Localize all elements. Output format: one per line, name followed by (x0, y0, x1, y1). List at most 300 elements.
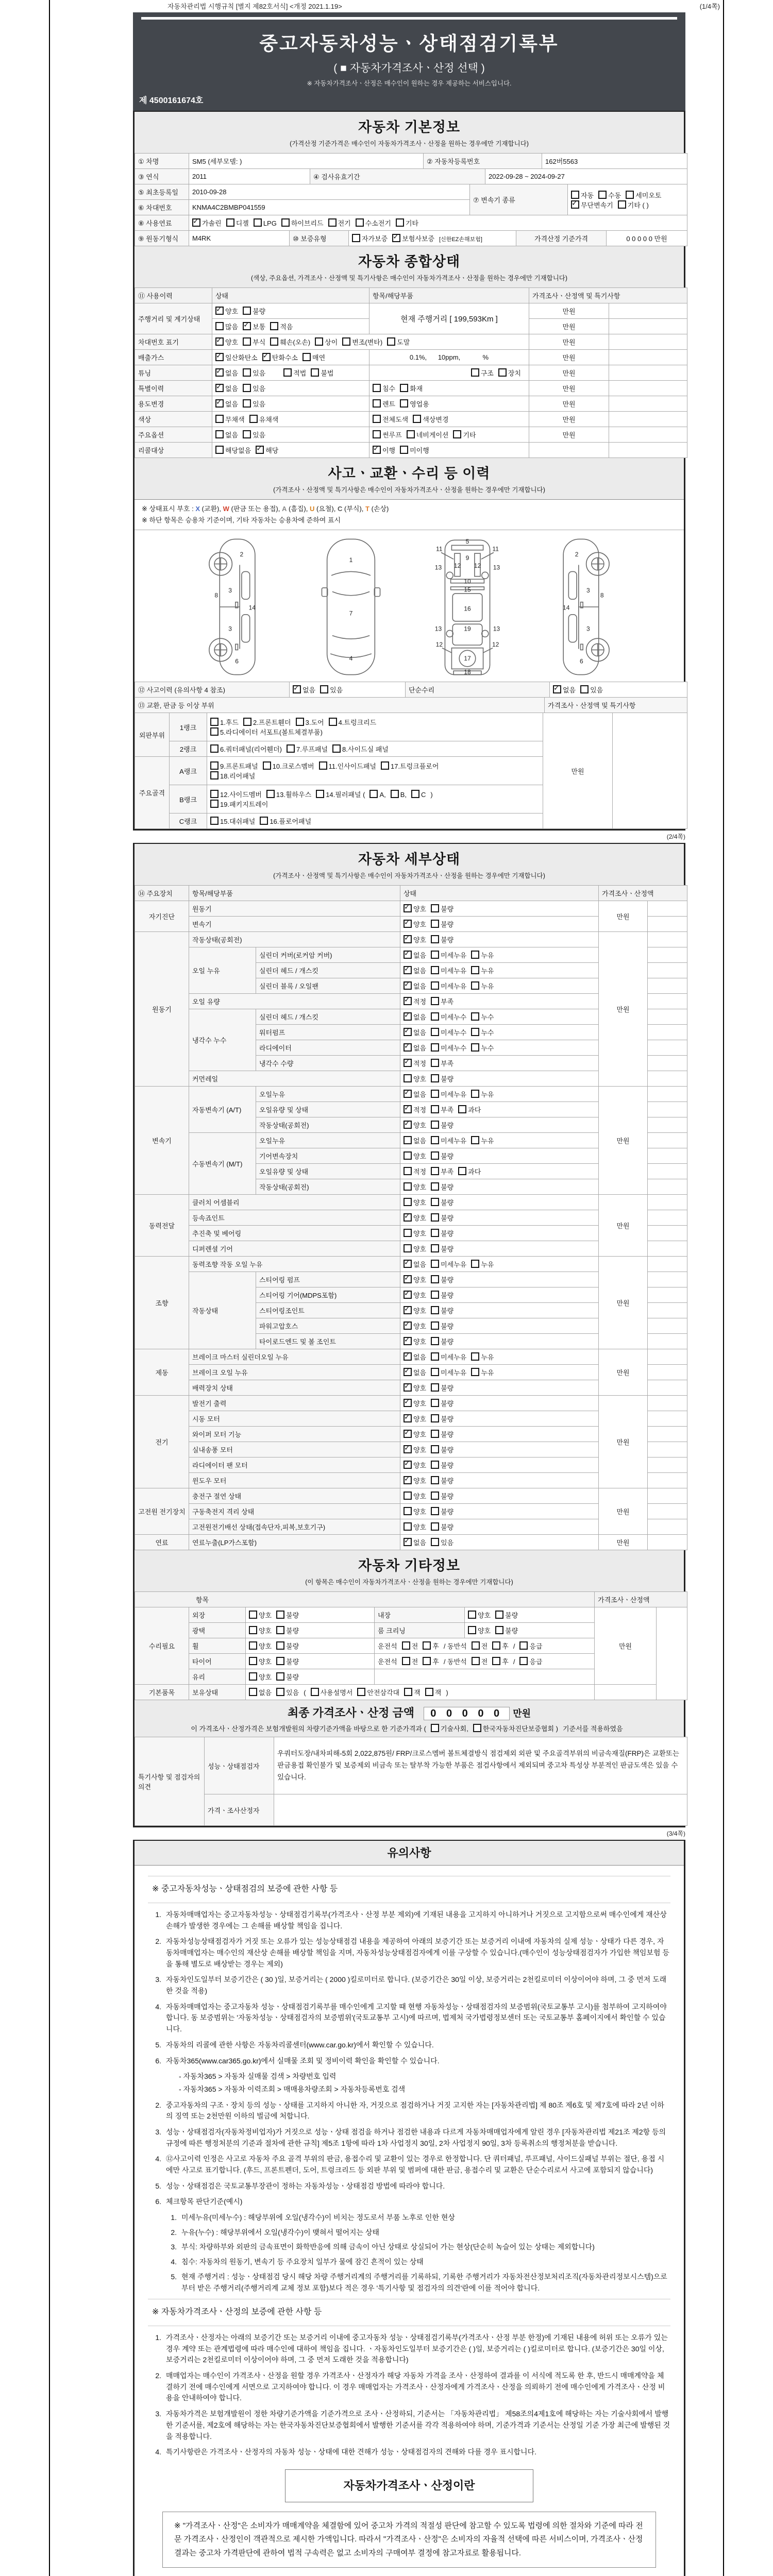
checkbox-icon[interactable] (458, 1105, 466, 1113)
checkbox-checked-icon[interactable] (404, 1538, 412, 1546)
checkbox-icon[interactable] (423, 1641, 431, 1650)
checkbox-icon[interactable] (431, 1059, 439, 1067)
checkbox-icon[interactable] (431, 1492, 439, 1500)
checkbox-option[interactable] (249, 1641, 272, 1651)
checkbox-option[interactable] (471, 1089, 494, 1099)
checkbox-option[interactable] (263, 761, 314, 771)
checkbox-option[interactable] (431, 1012, 466, 1022)
checkbox-icon[interactable] (471, 1028, 479, 1036)
checkbox-option[interactable] (215, 337, 238, 347)
checkbox-checked-icon[interactable] (404, 981, 412, 990)
checkbox-option[interactable] (249, 1625, 272, 1635)
checkbox-option[interactable] (316, 789, 365, 799)
checkbox-option[interactable] (276, 1687, 299, 1697)
checkbox-option[interactable] (431, 950, 466, 960)
checkbox-option[interactable] (598, 190, 621, 200)
checkbox-option[interactable] (404, 1089, 426, 1099)
checkbox-option[interactable] (431, 1460, 453, 1470)
checkbox-icon[interactable] (495, 1626, 503, 1634)
checkbox-checked-icon[interactable] (404, 1105, 412, 1113)
checkbox-option[interactable] (431, 904, 453, 913)
checkbox-icon[interactable] (316, 790, 324, 798)
checkbox-icon[interactable] (407, 430, 415, 438)
checkbox-icon[interactable] (471, 1352, 479, 1361)
checkbox-option[interactable] (249, 1656, 272, 1666)
checkbox-icon[interactable] (431, 1724, 439, 1732)
checkbox-option[interactable] (431, 935, 453, 944)
checkbox-checked-icon[interactable] (404, 1352, 412, 1361)
checkbox-icon[interactable] (210, 718, 219, 726)
checkbox-option[interactable] (404, 1306, 426, 1315)
checkbox-icon[interactable] (431, 1028, 439, 1036)
checkbox-icon[interactable] (471, 1012, 479, 1021)
checkbox-icon[interactable] (276, 1641, 284, 1650)
checkbox-icon[interactable] (215, 446, 224, 454)
checkbox-option[interactable] (243, 321, 265, 331)
checkbox-icon[interactable] (249, 1672, 257, 1681)
checkbox-option[interactable] (431, 1105, 453, 1114)
checkbox-checked-icon[interactable] (404, 1012, 412, 1021)
checkbox-icon[interactable] (373, 430, 381, 438)
checkbox-icon[interactable] (210, 790, 219, 798)
checkbox-option[interactable] (492, 1641, 509, 1651)
checkbox-checked-icon[interactable] (404, 1461, 412, 1469)
checkbox-icon[interactable] (471, 368, 479, 377)
checkbox-checked-icon[interactable] (215, 384, 224, 392)
checkbox-option[interactable] (210, 744, 282, 754)
checkbox-icon[interactable] (249, 1626, 257, 1634)
checkbox-icon[interactable] (431, 1306, 439, 1314)
checkbox-icon[interactable] (431, 1522, 439, 1531)
checkbox-icon[interactable] (400, 384, 408, 392)
checkbox-option[interactable] (373, 445, 395, 455)
checkbox-option[interactable] (381, 761, 439, 771)
checkbox-option[interactable] (404, 1074, 426, 1083)
checkbox-option[interactable] (373, 399, 395, 409)
checkbox-option[interactable] (431, 1506, 453, 1516)
checkbox-option[interactable] (296, 717, 324, 727)
checkbox-icon[interactable] (431, 1414, 439, 1422)
checkbox-option[interactable] (453, 430, 476, 439)
checkbox-icon[interactable] (492, 1657, 500, 1665)
checkbox-icon[interactable] (431, 1074, 439, 1082)
checkbox-option[interactable] (492, 1656, 509, 1666)
checkbox-option[interactable] (404, 1367, 426, 1377)
checkbox-checked-icon[interactable] (404, 1414, 412, 1422)
checkbox-option[interactable] (618, 200, 649, 210)
checkbox-icon[interactable] (404, 1167, 412, 1175)
checkbox-icon[interactable] (396, 218, 404, 227)
checkbox-option[interactable] (404, 1259, 426, 1269)
checkbox-option[interactable] (243, 306, 265, 316)
checkbox-icon[interactable] (404, 1136, 412, 1144)
checkbox-option[interactable] (402, 1656, 418, 1666)
checkbox-icon[interactable] (431, 1229, 439, 1237)
checkbox-checked-icon[interactable] (293, 685, 301, 693)
checkbox-icon[interactable] (431, 1090, 439, 1098)
checkbox-option[interactable] (404, 1321, 426, 1331)
checkbox-option[interactable] (243, 717, 291, 727)
checkbox-icon[interactable] (471, 1090, 479, 1098)
checkbox-icon[interactable] (283, 368, 292, 377)
checkbox-option[interactable] (404, 1290, 426, 1300)
checkbox-icon[interactable] (328, 218, 337, 227)
checkbox-option[interactable] (270, 337, 310, 347)
checkbox-option[interactable] (472, 1656, 488, 1666)
checkbox-option[interactable] (404, 1213, 426, 1223)
checkbox-option[interactable] (276, 1656, 299, 1666)
checkbox-option[interactable] (404, 1136, 426, 1145)
checkbox-option[interactable] (471, 1043, 494, 1053)
checkbox-icon[interactable] (276, 1657, 284, 1665)
checkbox-option[interactable] (404, 1058, 426, 1068)
checkbox-icon[interactable] (266, 790, 275, 798)
checkbox-icon[interactable] (431, 1105, 439, 1113)
checkbox-icon[interactable] (249, 1641, 257, 1650)
checkbox-option[interactable] (431, 965, 466, 975)
checkbox-icon[interactable] (243, 399, 251, 408)
checkbox-checked-icon[interactable] (392, 234, 400, 242)
checkbox-icon[interactable] (276, 1672, 284, 1681)
checkbox-icon[interactable] (404, 1492, 412, 1500)
checkbox-icon[interactable] (580, 685, 589, 693)
checkbox-option[interactable] (404, 1105, 426, 1114)
checkbox-option[interactable] (498, 368, 521, 378)
checkbox-icon[interactable] (332, 744, 341, 753)
checkbox-option[interactable] (243, 399, 265, 409)
checkbox-icon[interactable] (431, 1476, 439, 1484)
checkbox-option[interactable] (332, 744, 389, 754)
checkbox-option[interactable] (626, 190, 661, 200)
checkbox-option[interactable] (404, 1352, 426, 1362)
checkbox-icon[interactable] (431, 1337, 439, 1345)
checkbox-icon[interactable] (249, 1688, 257, 1696)
checkbox-option[interactable] (319, 761, 376, 771)
checkbox-checked-icon[interactable] (404, 1059, 412, 1067)
checkbox-option[interactable] (404, 1012, 426, 1022)
checkbox-option[interactable] (471, 1027, 494, 1037)
checkbox-option[interactable] (373, 414, 408, 424)
checkbox-icon[interactable] (431, 1430, 439, 1438)
checkbox-option[interactable] (396, 218, 418, 228)
checkbox-icon[interactable] (281, 218, 290, 227)
checkbox-option[interactable] (320, 685, 343, 694)
checkbox-option[interactable] (254, 218, 277, 227)
checkbox-icon[interactable] (356, 218, 364, 227)
checkbox-option[interactable] (431, 1352, 466, 1362)
checkbox-icon[interactable] (215, 322, 224, 330)
checkbox-icon[interactable] (431, 997, 439, 1005)
checkbox-icon[interactable] (413, 415, 421, 423)
checkbox-icon[interactable] (431, 951, 439, 959)
checkbox-option[interactable] (404, 1336, 426, 1346)
checkbox-icon[interactable] (373, 384, 381, 392)
checkbox-icon[interactable] (373, 415, 381, 423)
checkbox-icon[interactable] (458, 1167, 466, 1175)
checkbox-icon[interactable] (404, 1182, 412, 1191)
checkbox-checked-icon[interactable] (404, 1337, 412, 1345)
checkbox-icon[interactable] (404, 1074, 412, 1082)
checkbox-icon[interactable] (243, 307, 251, 315)
checkbox-icon[interactable] (471, 966, 479, 974)
checkbox-icon[interactable] (431, 904, 439, 912)
checkbox-icon[interactable] (425, 1688, 433, 1696)
checkbox-icon[interactable] (473, 1724, 481, 1732)
checkbox-option[interactable] (404, 1398, 426, 1408)
checkbox-option[interactable] (276, 1625, 299, 1635)
checkbox-icon[interactable] (387, 337, 395, 346)
checkbox-option[interactable] (210, 799, 268, 809)
checkbox-option[interactable] (215, 383, 238, 393)
checkbox-icon[interactable] (468, 1626, 476, 1634)
checkbox-checked-icon[interactable] (404, 997, 412, 1005)
checkbox-icon[interactable] (431, 1167, 439, 1175)
checkbox-option[interactable] (431, 1445, 453, 1454)
checkbox-checked-icon[interactable] (373, 446, 381, 454)
checkbox-icon[interactable] (243, 430, 251, 438)
checkbox-option[interactable] (404, 1244, 426, 1253)
checkbox-option[interactable] (404, 981, 426, 991)
checkbox-icon[interactable] (404, 1229, 412, 1237)
checkbox-option[interactable] (352, 233, 388, 243)
checkbox-option[interactable] (249, 1672, 272, 1682)
checkbox-option[interactable] (431, 1197, 453, 1207)
checkbox-icon[interactable] (319, 761, 327, 770)
checkbox-option[interactable] (215, 414, 245, 424)
checkbox-option[interactable] (215, 306, 238, 316)
checkbox-icon[interactable] (431, 1321, 439, 1330)
checkbox-option[interactable] (249, 1687, 272, 1697)
checkbox-icon[interactable] (598, 191, 607, 199)
checkbox-option[interactable] (431, 1182, 453, 1192)
checkbox-icon[interactable] (352, 234, 360, 242)
checkbox-icon[interactable] (468, 1611, 476, 1619)
checkbox-option[interactable] (423, 1656, 439, 1666)
checkbox-icon[interactable] (210, 761, 219, 770)
checkbox-option[interactable] (495, 1625, 518, 1635)
checkbox-option[interactable] (431, 1306, 453, 1315)
checkbox-option[interactable] (468, 1610, 491, 1620)
checkbox-icon[interactable] (431, 1121, 439, 1129)
checkbox-icon[interactable] (276, 1626, 284, 1634)
checkbox-icon[interactable] (287, 744, 295, 753)
checkbox-icon[interactable] (423, 1657, 431, 1665)
checkbox-icon[interactable] (210, 744, 219, 753)
checkbox-icon[interactable] (431, 935, 439, 943)
checkbox-icon[interactable] (254, 218, 262, 227)
checkbox-option[interactable] (215, 368, 238, 378)
checkbox-option[interactable] (431, 996, 453, 1006)
checkbox-option[interactable] (431, 1228, 453, 1238)
checkbox-icon[interactable] (492, 1641, 500, 1650)
checkbox-option[interactable] (404, 1027, 426, 1037)
checkbox-icon[interactable] (431, 1136, 439, 1144)
checkbox-checked-icon[interactable] (404, 1043, 412, 1052)
checkbox-icon[interactable] (402, 1641, 410, 1650)
checkbox-option[interactable] (471, 1136, 494, 1145)
checkbox-icon[interactable] (471, 1136, 479, 1144)
checkbox-option[interactable] (243, 430, 265, 439)
checkbox-option[interactable] (404, 1043, 426, 1053)
checkbox-option[interactable] (431, 1166, 453, 1176)
checkbox-icon[interactable] (431, 966, 439, 974)
checkbox-option[interactable] (431, 1120, 453, 1130)
checkbox-option[interactable] (311, 1687, 353, 1697)
checkbox-icon[interactable] (369, 790, 378, 798)
checkbox-option[interactable] (369, 790, 385, 799)
checkbox-icon[interactable] (471, 1368, 479, 1376)
checkbox-option[interactable] (287, 744, 328, 754)
checkbox-icon[interactable] (431, 1352, 439, 1361)
checkbox-option[interactable] (431, 1089, 466, 1099)
checkbox-checked-icon[interactable] (404, 1476, 412, 1484)
checkbox-icon[interactable] (243, 337, 251, 346)
checkbox-icon[interactable] (404, 1151, 412, 1160)
checkbox-option[interactable] (495, 1610, 518, 1620)
checkbox-icon[interactable] (243, 384, 251, 392)
checkbox-icon[interactable] (519, 1657, 528, 1665)
checkbox-icon[interactable] (210, 771, 219, 779)
checkbox-option[interactable] (431, 1429, 453, 1439)
checkbox-checked-icon[interactable] (215, 353, 224, 361)
checkbox-icon[interactable] (215, 430, 224, 438)
checkbox-icon[interactable] (276, 1611, 284, 1619)
checkbox-icon[interactable] (431, 1538, 439, 1546)
checkbox-option[interactable] (471, 1352, 494, 1362)
checkbox-option[interactable] (400, 383, 423, 393)
checkbox-checked-icon[interactable] (571, 200, 579, 209)
checkbox-icon[interactable] (431, 920, 439, 928)
checkbox-icon[interactable] (400, 446, 408, 454)
checkbox-option[interactable] (392, 233, 434, 243)
checkbox-option[interactable] (468, 1625, 491, 1635)
checkbox-icon[interactable] (270, 337, 278, 346)
checkbox-option[interactable] (373, 383, 395, 393)
checkbox-icon[interactable] (431, 1260, 439, 1268)
checkbox-checked-icon[interactable] (192, 218, 200, 227)
checkbox-option[interactable] (431, 1290, 453, 1300)
checkbox-icon[interactable] (431, 1275, 439, 1283)
checkbox-option[interactable] (471, 1259, 494, 1269)
checkbox-option[interactable] (431, 1058, 453, 1068)
checkbox-icon[interactable] (243, 368, 251, 377)
checkbox-icon[interactable] (210, 800, 219, 808)
checkbox-option[interactable] (431, 1244, 453, 1253)
checkbox-option[interactable] (431, 1074, 453, 1083)
checkbox-option[interactable] (215, 352, 258, 362)
checkbox-option[interactable] (404, 1228, 426, 1238)
checkbox-option[interactable] (404, 919, 426, 929)
checkbox-option[interactable] (431, 1383, 453, 1393)
checkbox-option[interactable] (404, 1120, 426, 1130)
checkbox-checked-icon[interactable] (404, 1445, 412, 1453)
checkbox-option[interactable] (400, 445, 429, 455)
checkbox-checked-icon[interactable] (404, 1321, 412, 1330)
checkbox-icon[interactable] (453, 430, 461, 438)
checkbox-icon[interactable] (329, 718, 337, 726)
checkbox-option[interactable] (471, 1012, 494, 1022)
checkbox-option[interactable] (404, 1537, 426, 1547)
checkbox-option[interactable] (471, 950, 494, 960)
checkbox-option[interactable] (357, 1687, 399, 1697)
checkbox-icon[interactable] (431, 1399, 439, 1407)
checkbox-checked-icon[interactable] (404, 920, 412, 928)
checkbox-icon[interactable] (249, 1611, 257, 1619)
checkbox-icon[interactable] (471, 1260, 479, 1268)
checkbox-option[interactable] (404, 1151, 426, 1161)
checkbox-option[interactable] (402, 1641, 418, 1651)
checkbox-option[interactable] (342, 337, 382, 347)
checkbox-option[interactable] (423, 1641, 439, 1651)
checkbox-icon[interactable] (431, 1368, 439, 1376)
checkbox-option[interactable] (431, 1275, 453, 1284)
checkbox-icon[interactable] (260, 817, 268, 825)
checkbox-icon[interactable] (243, 718, 251, 726)
checkbox-icon[interactable] (296, 718, 304, 726)
checkbox-option[interactable] (404, 1460, 426, 1470)
checkbox-option[interactable] (431, 1336, 453, 1346)
checkbox-option[interactable] (425, 1687, 442, 1697)
checkbox-option[interactable] (431, 1537, 453, 1547)
checkbox-checked-icon[interactable] (404, 1121, 412, 1129)
checkbox-icon[interactable] (431, 1445, 439, 1453)
checkbox-icon[interactable] (210, 727, 219, 736)
checkbox-icon[interactable] (431, 1291, 439, 1299)
checkbox-option[interactable] (404, 1506, 426, 1516)
checkbox-icon[interactable] (373, 399, 381, 408)
checkbox-option[interactable] (431, 1476, 453, 1485)
checkbox-icon[interactable] (495, 1611, 503, 1619)
checkbox-checked-icon[interactable] (215, 368, 224, 377)
checkbox-option[interactable] (431, 1723, 468, 1733)
checkbox-icon[interactable] (411, 790, 419, 798)
checkbox-option[interactable] (431, 1259, 466, 1269)
checkbox-option[interactable] (580, 685, 603, 694)
checkbox-icon[interactable] (210, 817, 219, 825)
checkbox-option[interactable] (210, 761, 258, 771)
checkbox-icon[interactable] (431, 1383, 439, 1392)
checkbox-checked-icon[interactable] (404, 1291, 412, 1299)
checkbox-option[interactable] (404, 1383, 426, 1393)
checkbox-icon[interactable] (618, 200, 626, 209)
checkbox-option[interactable] (431, 1043, 466, 1053)
checkbox-icon[interactable] (400, 399, 408, 408)
checkbox-option[interactable] (431, 919, 453, 929)
checkbox-icon[interactable] (431, 1043, 439, 1052)
checkbox-option[interactable] (210, 816, 255, 826)
checkbox-option[interactable] (404, 1687, 421, 1697)
checkbox-icon[interactable] (404, 1507, 412, 1515)
checkbox-icon[interactable] (249, 415, 258, 423)
checkbox-option[interactable] (391, 790, 407, 799)
checkbox-option[interactable] (519, 1656, 542, 1666)
checkbox-icon[interactable] (249, 1657, 257, 1665)
checkbox-icon[interactable] (381, 761, 389, 770)
checkbox-option[interactable] (256, 445, 278, 455)
checkbox-option[interactable] (404, 1182, 426, 1192)
checkbox-checked-icon[interactable] (215, 337, 224, 346)
checkbox-icon[interactable] (391, 790, 399, 798)
checkbox-option[interactable] (328, 218, 351, 228)
checkbox-icon[interactable] (431, 1151, 439, 1160)
checkbox-option[interactable] (243, 337, 265, 347)
checkbox-option[interactable] (192, 218, 222, 228)
checkbox-option[interactable] (404, 1197, 426, 1207)
checkbox-checked-icon[interactable] (256, 446, 264, 454)
checkbox-checked-icon[interactable] (404, 1383, 412, 1392)
checkbox-option[interactable] (471, 1367, 494, 1377)
checkbox-option[interactable] (404, 1414, 426, 1423)
